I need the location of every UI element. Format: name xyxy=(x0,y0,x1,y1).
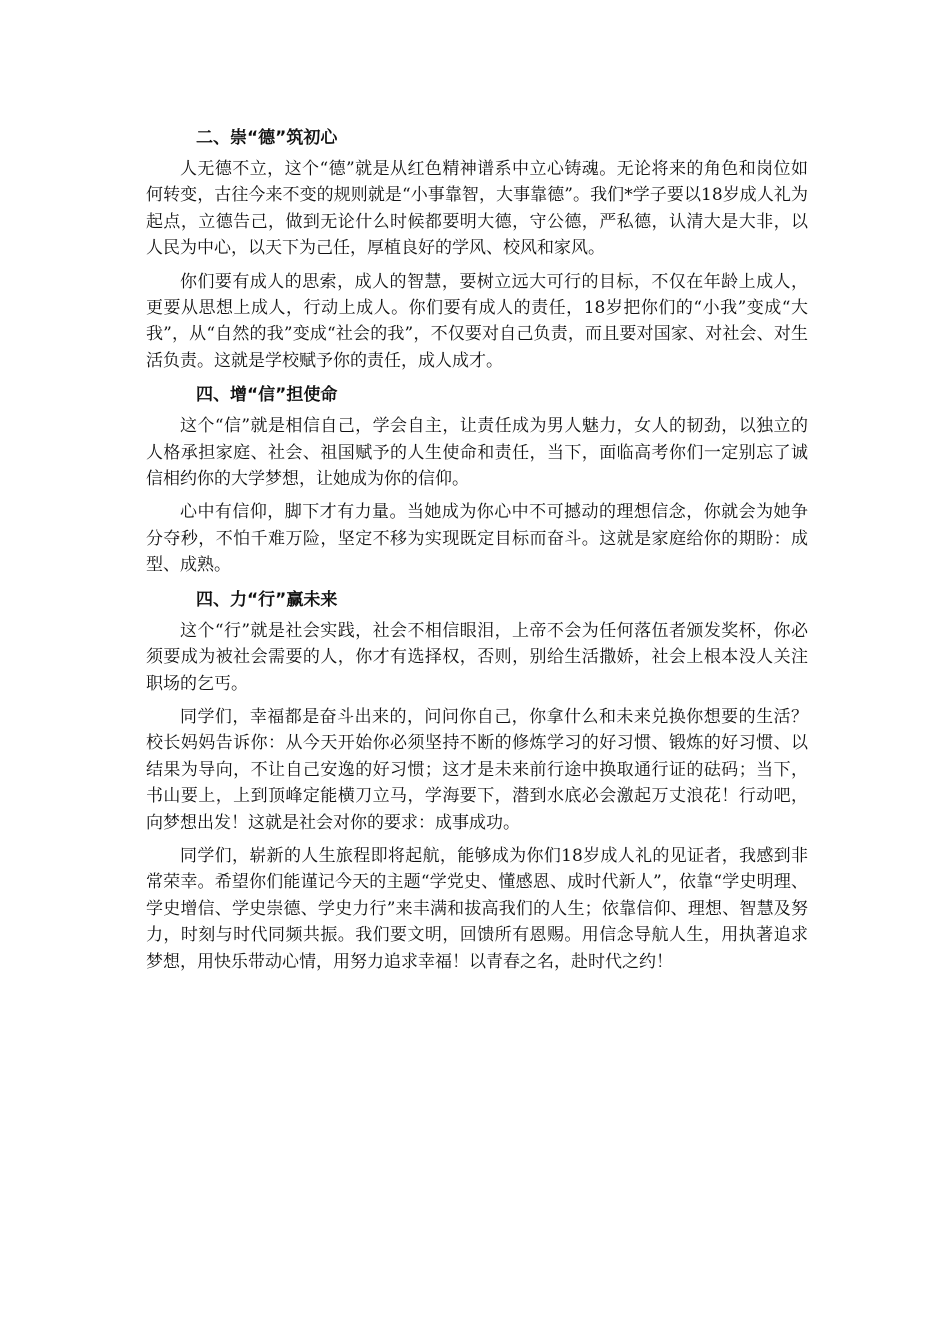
paragraph: 这个“行”就是社会实践，社会不相信眼泪，上帝不会为任何落伍者颁发奖杯，你必须要成为被社会需要的人，你才有选择权，否则，别给生活撒娇，社会上根本没人关注职场的乞丐。 xyxy=(146,620,808,694)
paragraph: 你们要有成人的思索，成人的智慧，要树立远大可行的目标，不仅在年龄上成人，更要从思想上成人，行动上成人。你们要有成人的责任，18岁把你们的“小我”变成“大我”，从“自然的我”变成“社会的我”，不仅要对自己负责，而且要对国家、对社会、对生活负责。这就是学校赋予你的责任，成人成才。 xyxy=(146,271,808,371)
document-body xyxy=(146,124,808,982)
paragraph: 同学们，崭新的人生旅程即将起航，能够成为你们18岁成人礼的见证者，我感到非常荣幸。希望你们能谨记今天的主题“学党史、懂感恩、成时代新人”，依靠“学史明理、学史增信、学史崇德、学史力行”来丰满和拔高我们的人生；依靠信仰、理想、智慧及努力，时刻与时代同频共振。我们要文明，回馈所有恩赐。用信念导航人生，用执著追求梦想，用快乐带动心情，用努力追求幸福！以青春之名，赴时代之约！ xyxy=(146,845,808,972)
paragraph: 同学们，幸福都是奋斗出来的，问问你自己，你拿什么和未来兑换你想要的生活？校长妈妈告诉你：从今天开始你必须坚持不断的修炼学习的好习惯、锻炼的好习惯、以结果为导向，不让自己安逸的好习惯；这才是未来前行途中换取通行证的砝码；当下，书山要上，上到顶峰定能横刀立马，学海要下，潜到水底必会激起万丈浪花！行动吧，向梦想出发！这就是社会对你的要求：成事成功。 xyxy=(146,706,808,833)
paragraph: 人无德不立，这个“德”就是从红色精神谱系中立心铸魂。无论将来的角色和岗位如何转变，古往今来不变的规则就是“小事靠智，大事靠德”。我们*学子要以18岁成人礼为起点，立德告己，做到无论什么时候都要明大德，守公德，严私德，认清大是大非，以人民为中心，以天下为己任，厚植良好的学风、校风和家风。 xyxy=(146,159,808,259)
section-heading-action: 四、力“行”赢未来 xyxy=(196,589,338,610)
paragraph: 这个“信”就是相信自己，学会自主，让责任成为男人魅力，女人的韧劲，以独立的人格承担家庭、社会、祖国赋予的人生使命和责任，当下，面临高考你们一定别忘了诚信相约你的大学梦想，让她成为你的信仰。 xyxy=(146,416,808,490)
section-heading-virtue: 二、崇“德”筑初心 xyxy=(196,128,338,148)
section-heading-faith: 四、增“信”担使命 xyxy=(196,385,338,406)
paragraph: 心中有信仰，脚下才有力量。当她成为你心中不可撼动的理想信念，你就会为她争分夺秒，不怕千难万险，坚定不移为实现既定目标而奋斗。这就是家庭给你的期盼：成型、成熟。 xyxy=(146,502,808,576)
